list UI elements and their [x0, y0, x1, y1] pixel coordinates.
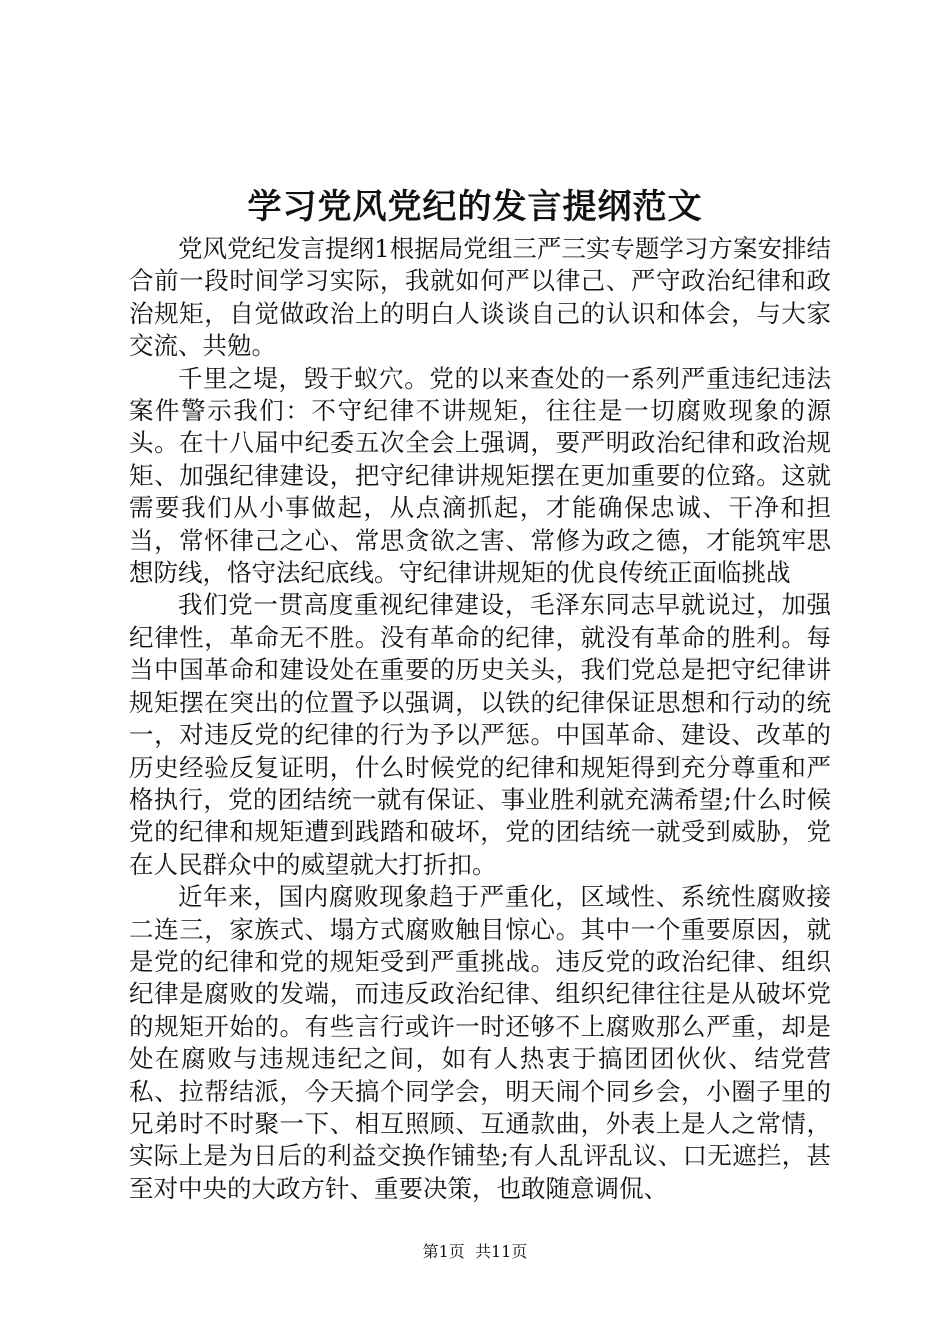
page-footer [0, 1241, 950, 1263]
page-number: 第1页 [422, 1242, 465, 1261]
paragraph: 党风党纪发言提纲1根据局党组三严三实专题学习方案安排结合前一段时间学习实际，我就如何严以律己、严守政治纪律和政治规矩，自觉做政治上的明白人谈谈自己的认识和体会，与大家交流、共勉。 [129, 234, 831, 361]
document-body [129, 233, 831, 1205]
document-title: 学习党风党纪的发言提纲范文 [247, 187, 703, 227]
paragraph: 我们党一贯高度重视纪律建设，毛泽东同志早就说过，加强纪律性，革命无不胜。没有革命的纪律，就没有革命的胜利。每当中国革命和建设处在重要的历史关头，我们党总是把守纪律讲规矩摆在突出的位置予以强调，以铁的纪律保证思想和行动的统一，对违反党的纪律的行为予以严惩。中国革命、建设、改革的历史经验反复证明，什么时候党的纪律和规矩得到充分尊重和严格执行，党的团结统一就有保证、事业胜利就充满希望;什么时候党的纪律和规矩遭到践踏和破坏，党的团结统一就受到威胁，党在人民群众中的威望就大打折扣。 [129, 590, 831, 879]
paragraph: 千里之堤，毁于蚁穴。党的以来查处的一系列严重违纪违法案件警示我们：不守纪律不讲规矩，往往是一切腐败现象的源头。在十八届中纪委五次全会上强调，要严明政治纪律和政治规矩、加强纪律建设，把守纪律讲规矩摆在更加重要的位臵。这就需要我们从小事做起，从点滴抓起，才能确保忠诚、干净和担当，常怀律己之心、常思贪欲之害、常修为政之德，才能筑牢思想防线，恪守法纪底线。守纪律讲规矩的优良传统正面临挑战 [129, 363, 831, 588]
paragraph: 近年来，国内腐败现象趋于严重化，区域性、系统性腐败接二连三，家族式、塌方式腐败触目惊心。其中一个重要原因，就是党的纪律和党的规矩受到严重挑战。违反党的政治纪律、组织纪律是腐败的发端，而违反政治纪律、组织纪律往往是从破坏党的规矩开始的。有些言行或许一时还够不上腐败那么严重，却是处在腐败与违规违纪之间，如有人热衷于搞团团伙伙、结党营私、拉帮结派，今天搞个同学会，明天闹个同乡会，小圈子里的兄弟时不时聚一下、相互照顾、互通款曲，外表上是人之常情，实际上是为日后的利益交换作铺垫;有人乱评乱议、口无遮拦，甚至对中央的大政方针、重要决策，也敢随意调侃、 [129, 882, 831, 1203]
page-total: 共11页 [474, 1242, 528, 1261]
